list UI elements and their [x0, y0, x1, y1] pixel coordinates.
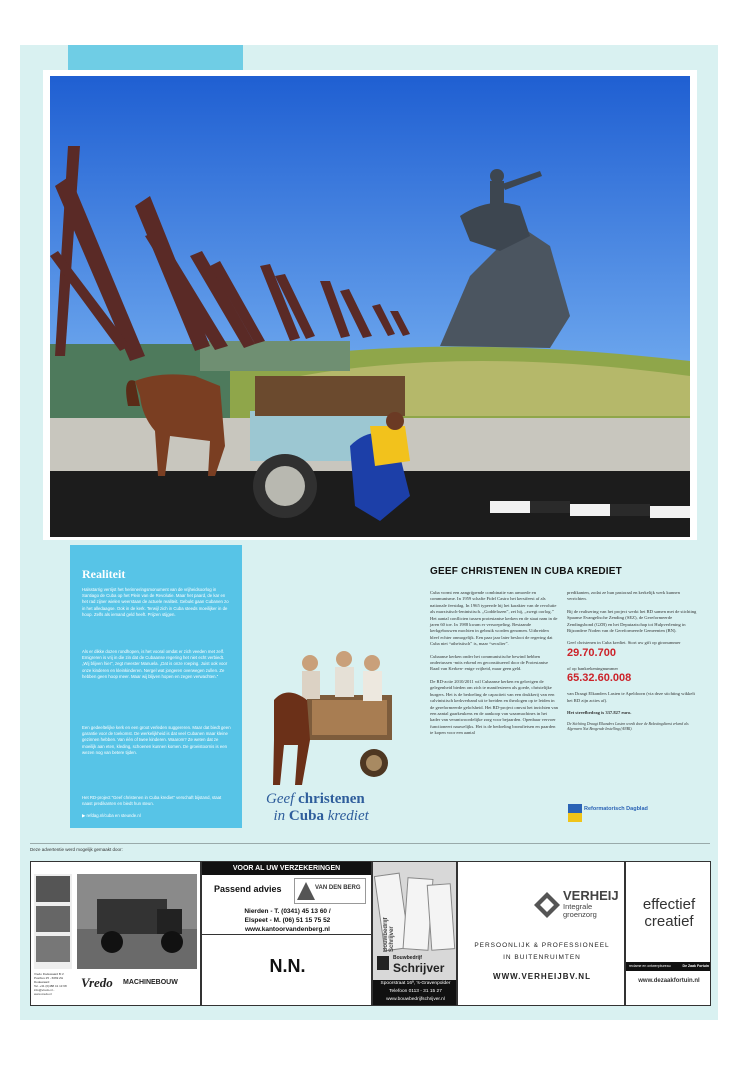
- slogan-word: krediet: [327, 808, 369, 824]
- ad-schrijver-brand-small: Bouwbedrijf: [393, 955, 422, 961]
- ad-schrijver-footer: [373, 980, 457, 1006]
- campaign-slogan: [266, 791, 400, 825]
- divider: [30, 843, 710, 844]
- ad-vredo-thumbs: [34, 874, 72, 969]
- panel-paragraph: Halsstarrig verrijst het herinneringsmonument van de vrijheidsoorlog in Santiago de Cuba op het Plein van de Revolutie. Maar het paard, de kar en het rad zijner wielen weerstaan de actuele realiteit. Gebukt gaan Cubanen zo in het alledaagse. Ook in de kerk. Terwijl zich in Cuba steeds moeilijker in de hoop. Zelfs als iemand geld heeft. Prijzen stijgen.: [82, 587, 229, 617]
- ad-zaakfortuin-bar-right: De Zaak Fortuin: [682, 964, 709, 968]
- ad-verheij-subtitle: [563, 903, 597, 919]
- article-paragraph: Cubaanse kerken onder het communistische bewind hebben ondertussen -mits erkend en geconstitueerd door de Protestantse Raad van Kerken- enige vrijheid, maar geen geld.: [430, 653, 549, 672]
- ad-schrijver-phone: Telefoon 0113 - 31 15 27: [389, 989, 442, 994]
- bank-number: 65.32.60.008: [567, 672, 632, 685]
- monument-photo: [50, 76, 690, 537]
- sponsor-note: Deze advertentie werd mogelijk gemaakt door:: [30, 847, 123, 852]
- ad-schrijver-address: Spoorstraat 16ª, 's-Gravenpolder: [380, 981, 451, 986]
- header-tab: [68, 45, 243, 70]
- ad-verheij-sub2: groenzorg: [563, 910, 597, 919]
- ad-zaakfortuin[interactable]: [625, 861, 711, 1006]
- ad-verheij-tagline: [458, 940, 625, 964]
- panel-url[interactable]: ▶ refdag.nl/cuba en steunde.nl: [82, 813, 141, 818]
- ad-schrijver-url[interactable]: www.bouwbedrijfschrijver.nl: [386, 997, 445, 1002]
- ad-insurance-brand: VAN DEN BERG: [315, 885, 361, 891]
- ad-insurance-phone-2: Elspeet - M. (06) 51 15 75 52: [244, 917, 331, 924]
- ad-verheij-url[interactable]: WWW.VERHEIJBV.NL: [493, 972, 591, 981]
- ad-zaakfortuin-bar: [626, 962, 711, 971]
- panel-paragraph: Het RD-project “Geef christenen in Cuba krediet” verschaft bijstand, staat naast predikanten en biedt hun steun.: [82, 795, 222, 807]
- ad-vredo[interactable]: [30, 861, 201, 1006]
- article-paragraph: Bij de realisering van het project werkt het RD samen met de stichting Spaanse Evangelische Zending (SEZ), de Gereformeerde Zendingsbond (GZB) en het Deputaatschap tot Hulpverlening in Bijzondere Noden van de Gereformeerde Gemeenten (BN).: [567, 608, 697, 634]
- ad-verheij-name: VERHEIJ: [563, 888, 619, 903]
- article-column-1: [430, 590, 558, 743]
- article-column-2: [567, 590, 697, 738]
- realiteit-panel: [70, 545, 242, 828]
- ad-insurance-phone-1: Nierden - T. (0341) 45 13 60 /: [244, 908, 331, 915]
- slogan-word: christenen: [298, 791, 365, 807]
- article-paragraph: De RD-actie 2010/2011 wil Cubaanse kerken en gelovigen de gelegenheid bieden om zich te manifesteren als goede, christelijke burgers. Het is de bedoeling de capaciteit van een drukkerij van een calvinistisch kerkverband uit te breiden en theologen op te leiden in de gereformeerde gelofsheid. Het RD-project omvat het inrichten van een aantal gaarkeukens en de aankoop van waarmachines in het kader van verantwoordelijke zorg voor bejaarden. Openbaar vervoer functioneert nauwelijks. Het is de bedoeling bromfietsen en paarden te kopen voor een aantal: [430, 678, 558, 736]
- rd-logo: [568, 802, 648, 824]
- article-paragraph: van Draagt Elkanders Lasten te Apeldoorn (via deze stichting wikkelt het RD zijn acties af).: [567, 691, 695, 703]
- ad-verheij[interactable]: [457, 861, 625, 1006]
- ad-insurance-advice: Passend advies: [214, 884, 282, 894]
- ad-zaakfortuin-url[interactable]: www.dezaakfortuin.nl: [638, 978, 700, 984]
- ad-schrijver-logo-icon: [377, 956, 389, 970]
- article-paragraph: of op bankrekeningnummer: [567, 665, 619, 671]
- ad-zaakfortuin-line1: effectief: [642, 896, 696, 913]
- panel-title: Realiteit: [82, 567, 126, 581]
- ad-zaakfortuin-line2: creatief: [644, 913, 694, 930]
- article-paragraph: predikanten, zodat ze hun pastoraal en kerkelijk werk kunnen verrichten.: [567, 590, 680, 602]
- slogan-word: Geef: [266, 791, 295, 807]
- ad-insurance-logo: [294, 878, 366, 904]
- article-title: GEEF CHRISTENEN IN CUBA KREDIET: [430, 566, 622, 577]
- triangle-logo-icon: [297, 882, 315, 900]
- giro-number: 29.70.700: [567, 646, 616, 659]
- rd-logo-text: Reformatorisch Dagblad: [584, 806, 648, 812]
- ad-verheij-tag1: PERSOONLIJK & PROFESSIONEEL: [474, 942, 610, 949]
- ad-insurance-url[interactable]: www.kantoorvandenberg.nl: [245, 926, 330, 933]
- ad-insurance-divider: [202, 934, 372, 935]
- ad-verheij-tag2: IN BUITENRUIMTEN: [503, 954, 581, 961]
- ad-insurance-contacts: [202, 907, 372, 934]
- ad-vredo-machine-photo: [77, 874, 197, 969]
- ad-verheij-sub1: Integrale: [563, 902, 593, 911]
- ad-vredo-address: Vredo Dodewaard B.V. Postbus 25 - 6669 ZH Dodewaard Tel. +31 (0)488 41 13 68 info@vredo.nl - www.vredo.nl: [34, 972, 67, 996]
- ad-vredo-name: Vredo: [81, 975, 113, 990]
- panel-paragraph: Een gedeeltelijke kerk en een groot verleden suggereren. Maar dat biedt geen garantie voor de toekomst. De werkelijkheid is dat veel Cubanen maar kleine gezinnen hebben. Van één of twee kinderen. Waarom? Ze weten dat ze moeilijk aan eten, kleding, schoenen kunnen komen. De groeistoornis is een wezen nog van betere tijden.: [82, 725, 231, 755]
- ad-nn: N.N.: [269, 956, 306, 976]
- article-paragraph: Cuba vormt een aangrijpende combinatie van armoede en communisme. In 1959 schafte Fidel Castro het kerstfeest af als nationale feestdag. In 1965 typeerde hij het karakter van de revolutie als marxistisch-leninistisch. „Goddelozen”, zei hij, „zwegt oorlog.” Het aantal conflicten tussen protestantse kerken en de staat nam in de jaren 60 toe. In 1988 kwam er versoepeling. Bestaande kerkgebouwen mochten in gebruik worden genomen. Uitbreiden bleef echter onmogelijk. Een paar jaar later besloot de regering dat Cuba niet “atheïstisch” is, maar “seculier”.: [430, 590, 558, 647]
- ad-insurance-header: VOOR AL UW VERZEKERINGEN: [202, 862, 371, 875]
- ad-zaakfortuin-bar-left: reclame en ontwerpbureau: [629, 964, 671, 968]
- ad-vredo-sub: MACHINEBOUW: [123, 979, 178, 986]
- ad-schrijver-sign-text: Bouwbedrijf Schrijver: [383, 917, 395, 952]
- panel-paragraph: Als er dikke dozen rondhopen, is het vooral omdat er zich veeden met zelf. Emigreren is vrij in die zin dat de Cubaanse regering het niet echt verbiedt. „Wij blijven hier”, zegt meester Manuela. „Dat is onze roeping. Juist ook voor onze kinderen en kleinkinderen. Nergel wat jongeren overwegen zullen. Ze hebben geen hoop meer. Maar wij blijven hopen en zegen verwachten.”: [82, 649, 228, 679]
- ad-schrijver[interactable]: [372, 861, 457, 1006]
- cart-illustration: [262, 645, 400, 790]
- ad-insurance[interactable]: [201, 861, 372, 1006]
- ad-zaakfortuin-slogan: [626, 896, 711, 930]
- ad-schrijver-signs: [377, 866, 454, 952]
- footnote: De Stichting Draagt Elkanders Lasten wordt door de Belastingdienst erkend als Algemeen Nut Beogende Instelling (ANBI).: [567, 722, 689, 732]
- slogan-word: in: [273, 808, 286, 824]
- rd-logo-icon: [568, 804, 582, 822]
- ad-schrijver-brand: Schrijver: [393, 961, 445, 975]
- slogan-word: Cuba: [288, 808, 324, 824]
- target-amount: Het streefbedrag is 337.827 euro.: [567, 710, 632, 716]
- verheij-logo-icon: [534, 892, 560, 918]
- article-paragraph: Geef christenen in Cuba krediet. Stort uw gift op gironummer: [567, 640, 681, 646]
